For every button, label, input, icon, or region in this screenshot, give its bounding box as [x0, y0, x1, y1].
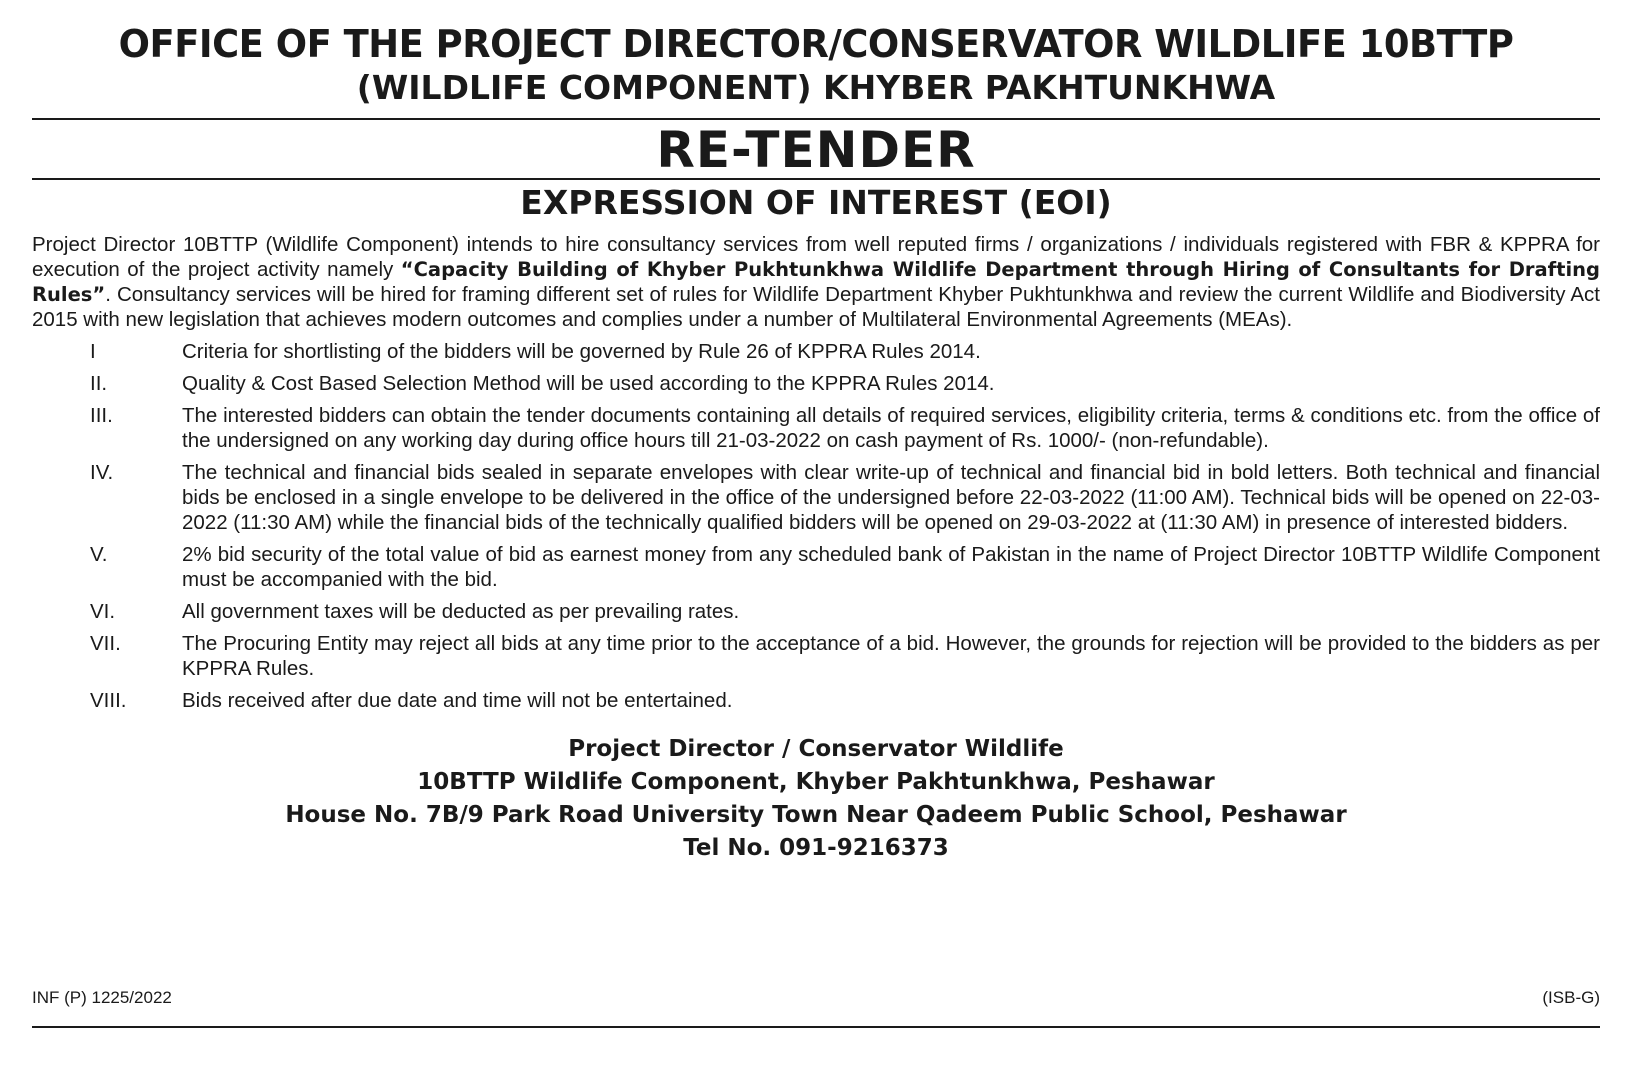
item-number: VII. — [90, 632, 121, 655]
item-number: VIII. — [90, 689, 127, 712]
item-text: The Procuring Entity may reject all bids at any time prior to the acceptance of a bid. However, the grounds for rejection will be provided to the bidders as per KPPRA Rules. — [182, 632, 1600, 680]
item-text: The technical and financial bids sealed in separate envelopes with clear write-up of technical and financial bid in bold letters. Both technical and financial bids be enclosed in a single envelope to be delivered in the office of the undersigned before 22-03-2022 (11:00 AM). Technical bids will be opened on 22-03-2022 (11:30 AM) while the financial bids of the technically qualified bidders will be opened on 29-03-2022 at (11:30 AM) in presence of interested bidders. — [182, 461, 1600, 534]
item-number: II. — [90, 372, 108, 395]
list-item — [32, 542, 1600, 592]
item-text: Bids received after due date and time will not be entertained. — [182, 689, 733, 712]
list-item — [32, 339, 1600, 364]
item-number: VI. — [90, 600, 116, 623]
item-text: All government taxes will be deducted as per prevailing rates. — [182, 600, 740, 623]
signatory-phone: Tel No. 091-9216373 — [683, 835, 949, 861]
list-item — [32, 460, 1600, 535]
conditions-list — [32, 339, 1600, 713]
item-number: III. — [90, 404, 113, 427]
notice-subtitle: EXPRESSION OF INTEREST (EOI) — [520, 183, 1112, 222]
item-number: I — [90, 340, 96, 363]
office-subheading: (WILDLIFE COMPONENT) KHYBER PAKHTUNKHWA — [356, 68, 1276, 107]
isb-code: (ISB-G) — [1542, 988, 1600, 1007]
office-heading: OFFICE OF THE PROJECT DIRECTOR/CONSERVATOR WILDLIFE 10BTTP — [118, 22, 1514, 66]
signatory-title: Project Director / Conservator Wildlife — [568, 736, 1064, 762]
list-item — [32, 371, 1600, 396]
signatory-office: 10BTTP Wildlife Component, Khyber Pakhtunkhwa, Peshawar — [417, 769, 1215, 795]
bottom-divider — [32, 1026, 1600, 1028]
signature-block — [32, 733, 1600, 865]
footer — [32, 988, 1600, 1008]
item-number: V. — [90, 543, 108, 566]
item-text: The interested bidders can obtain the tender documents containing all details of required services, eligibility criteria, terms & conditions etc. from the office of the undersigned on any working day during office hours till 21-03-2022 on cash payment of Rs. 1000/- (non-refundable). — [182, 404, 1600, 452]
item-text: 2% bid security of the total value of bid as earnest money from any scheduled bank of Pakistan in the name of Project Director 10BTTP Wildlife Component must be accompanied with the bid. — [182, 543, 1600, 591]
list-item — [32, 688, 1600, 713]
item-number: IV. — [90, 461, 114, 484]
item-text: Quality & Cost Based Selection Method will be used according to the KPPRA Rules 2014. — [182, 372, 995, 395]
list-item — [32, 599, 1600, 624]
list-item — [32, 631, 1600, 681]
item-text: Criteria for shortlisting of the bidders will be governed by Rule 26 of KPPRA Rules 2014. — [182, 340, 981, 363]
list-item — [32, 403, 1600, 453]
intro-project-name: “Capacity Building of Khyber Pukhtunkhwa Wildlife Department through Hiring of Consultants for Drafting Rules” — [32, 258, 1600, 306]
signatory-address: House No. 7B/9 Park Road University Town Near Qadeem Public School, Peshawar — [285, 802, 1347, 828]
intro-paragraph — [32, 232, 1600, 332]
intro-text-2: . Consultancy services will be hired for framing different set of rules for Wildlife Department Khyber Pukhtunkhwa and review the current Wildlife and Biodiversity Act 2015 with new legislation that achieves modern outcomes and complies under a number of Multilateral Environmental Agreements (MEAs). — [32, 283, 1600, 331]
inf-reference: INF (P) 1225/2022 — [32, 988, 172, 1007]
intro-text-1: Project Director 10BTTP (Wildlife Component) intends to hire consultancy services from well reputed firms / organizations / individuals registered with FBR & KPPRA for execution of the project activity namely — [32, 233, 1600, 281]
top-divider — [32, 118, 1600, 120]
notice-title: RE-TENDER — [656, 121, 976, 179]
tender-notice — [32, 22, 1600, 1007]
